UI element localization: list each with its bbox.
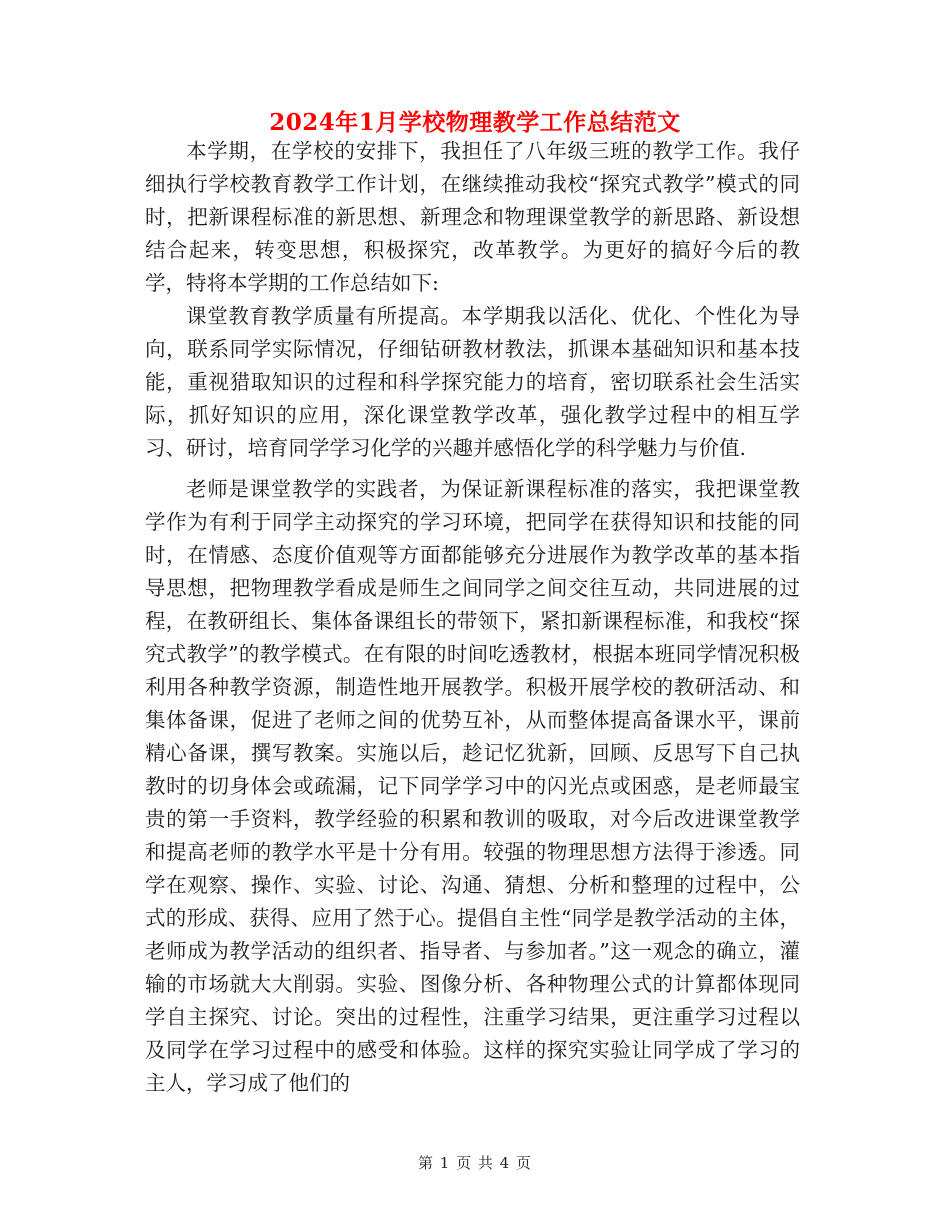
document-body (145, 135, 800, 1100)
paragraph-2: 课堂教育教学质量有所提高。本学期我以活化、优化、个性化为导向，联系同学实际情况，仔细钻研教材教法，抓课本基础知识和基本技能，重视猎取知识的过程和科学探究能力的培育，密切联系社会生活实际，抓好知识的应用，深化课堂教学改革，强化教学过程中的相互学习、研讨，培育同学学习化学的兴趣并感悟化学的科学魅力与价值. (145, 304, 800, 460)
paragraph-1: 本学期，在学校的安排下，我担任了八年级三班的教学工作。我仔细执行学校教育教学工作计划，在继续推动我校“探究式教学”模式的同时，把新课程标准的新思想、新理念和物理课堂教学的新思路、新设想结合起来，转变思想，积极探究，改革教学。为更好的搞好今后的教学，特将本学期的工作总结如下: (145, 139, 800, 295)
paragraph-3: 老师是课堂教学的实践者，为保证新课程标准的落实，我把课堂教学作为有利于同学主动探究的学习环境，把同学在获得知识和技能的同时，在情感、态度价值观等方面都能够充分进展作为教学改革的基本指导思想，把物理教学看成是师生之间同学之间交往互动，共同进展的过程，在教研组长、集体备课组长的带领下，紧扣新课程标准，和我校“探究式教学”的教学模式。在有限的时间吃透教材，根据本班同学情况积极利用各种教学资源，制造性地开展教学。积极开展学校的教研活动、和集体备课，促进了老师之间的优势互补，从而整体提高备课水平，课前精心备课，撰写教案。实施以后，趁记忆犹新，回顾、反思写下自己执教时的切身体会或疏漏，记下同学学习中的闪光点或困惑，是老师最宝贵的第一手资料，教学经验的积累和教训的吸取，对今后改进课堂教学和提高老师的教学水平是十分有用。较强的物理思想方法得于渗透。同学在观察、操作、实验、讨论、沟通、猜想、分析和整理的过程中，公式的形成、获得、应用了然于心。提倡自主性“同学是教学活动的主体，老师成为教学活动的组织者、指导者、与参加者。”这一观念的确立，灌输的市场就大大削弱。实验、图像分析、各种物理公式的计算都体现同学自主探究、讨论。突出的过程性，注重学习结果，更注重学习过程以及同学在学习过程中的感受和体验。这样的探究实验让同学成了学习的主人，学习成了他们的 (145, 477, 800, 1095)
document-title: 2024年1月学校物理教学工作总结范文 (269, 109, 681, 136)
page-footer: 第 1 页 共 4 页 (418, 1154, 532, 1172)
